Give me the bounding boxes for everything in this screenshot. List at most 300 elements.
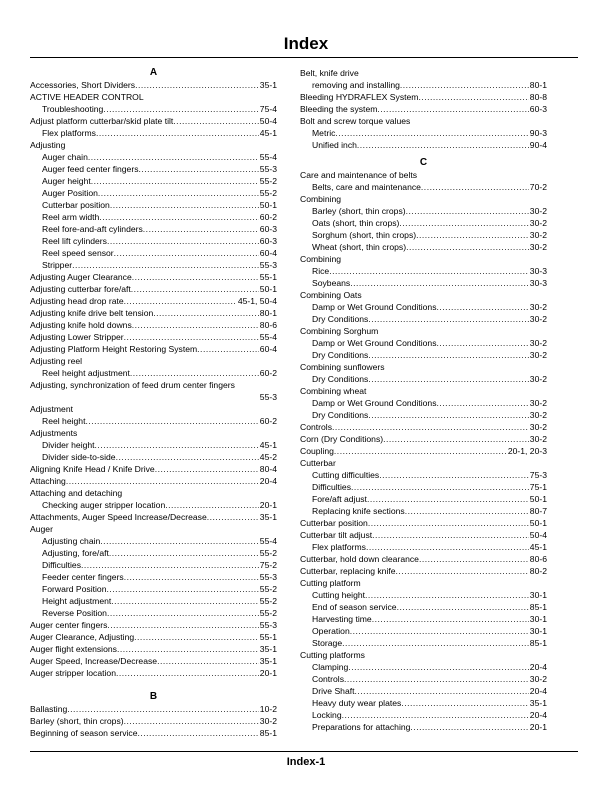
index-page-ref: 55-2	[259, 584, 277, 594]
index-page-ref: 50-1	[529, 494, 547, 504]
dot-leader	[405, 505, 529, 517]
index-term: Storage	[312, 638, 343, 648]
index-page-ref: 30-2	[259, 716, 277, 726]
index-term: Auger Speed, Increase/Decrease	[30, 656, 158, 666]
index-term: Replacing knife sections	[312, 506, 405, 516]
index-term: Adjustments	[30, 428, 78, 438]
index-page-ref: 30-2	[529, 434, 547, 444]
index-term: Combining	[300, 194, 342, 204]
index-subentry	[300, 625, 547, 637]
index-page-ref: 90-3	[529, 128, 547, 138]
index-term: Care and maintenance of belts	[300, 170, 418, 180]
index-term: Controls	[300, 422, 332, 432]
footer-rule	[30, 751, 578, 752]
index-page-ref: 60-3	[259, 236, 277, 246]
dot-leader	[419, 553, 529, 565]
index-subentry	[30, 223, 277, 235]
index-page-ref: 30-2	[529, 218, 547, 228]
letter-heading: A	[149, 67, 158, 78]
dot-leader	[437, 301, 529, 313]
index-term: Bolt and screw torque values	[300, 116, 411, 126]
index-entry	[30, 619, 277, 631]
index-term: Adjusting Platform Height Restoring System	[30, 344, 198, 354]
index-subentry	[300, 301, 547, 313]
dot-leader	[357, 139, 529, 151]
index-term: Cutting platforms	[300, 650, 365, 660]
index-entry	[30, 379, 277, 391]
index-term: Barley (short, thin crops)	[30, 716, 124, 726]
dot-leader	[368, 409, 528, 421]
index-entry	[30, 307, 277, 319]
dot-leader	[197, 343, 259, 355]
dot-leader	[355, 685, 529, 697]
dot-leader	[116, 451, 259, 463]
dot-leader	[367, 493, 529, 505]
dot-leader	[368, 313, 528, 325]
index-term: ACTIVE HEADER CONTROL	[30, 92, 144, 102]
index-term: Controls	[312, 674, 344, 684]
dot-leader	[91, 175, 259, 187]
index-subentry	[30, 499, 277, 511]
index-subentry	[300, 229, 547, 241]
index-page-ref: 35-1	[259, 80, 277, 90]
index-term: Wheat (short, thin crops)	[312, 242, 407, 252]
index-term: removing and installing	[312, 80, 400, 90]
index-term: Clamping	[312, 662, 349, 672]
index-page-ref: 45-1	[259, 128, 277, 138]
index-page-ref: 55-3	[259, 392, 277, 402]
index-page-ref: 60-3	[259, 224, 277, 234]
index-entry	[30, 715, 277, 727]
index-term: End of season service	[312, 602, 397, 612]
index-subentry	[30, 211, 277, 223]
index-term: Adjustment	[30, 404, 73, 414]
letter-heading: C	[419, 157, 428, 168]
index-term: Reel fore-and-aft cylinders	[42, 224, 143, 234]
index-page-ref: 30-3	[529, 278, 547, 288]
dot-leader	[95, 439, 259, 451]
index-term: Attachments, Auger Speed Increase/Decrease	[30, 512, 207, 522]
index-entry	[30, 319, 277, 331]
index-page-ref: 30-2	[529, 374, 547, 384]
index-subentry	[30, 535, 277, 547]
index-page-ref: 35-1	[259, 656, 277, 666]
index-page-ref: 90-4	[529, 140, 547, 150]
index-page-ref: 30-1	[529, 590, 547, 600]
index-page-ref: 80-4	[259, 464, 277, 474]
index-page-ref: 50-4	[529, 530, 547, 540]
dot-leader	[368, 373, 528, 385]
index-term: Auger chain	[42, 152, 88, 162]
index-page-ref: 55-3	[259, 260, 277, 270]
index-entry	[30, 667, 277, 679]
index-entry	[30, 655, 277, 667]
index-page-ref: 80-6	[259, 320, 277, 330]
dot-leader	[173, 115, 259, 127]
index-term: Preparations for attaching	[312, 722, 411, 732]
index-page-ref: 80-7	[529, 506, 547, 516]
index-subentry	[300, 697, 547, 709]
index-page-ref: 55-4	[259, 152, 277, 162]
index-page-ref: 60-4	[259, 344, 277, 354]
dot-leader	[106, 583, 258, 595]
index-entry	[30, 475, 277, 487]
index-entry	[30, 403, 277, 415]
index-page-ref: 55-2	[259, 608, 277, 618]
index-subentry	[30, 595, 277, 607]
dot-leader	[332, 421, 529, 433]
index-term: Reverse Position	[42, 608, 107, 618]
index-page-ref: 20-1	[259, 668, 277, 678]
index-page-ref: 55-1	[259, 632, 277, 642]
index-entry	[300, 553, 547, 565]
dot-leader	[111, 595, 259, 607]
index-entry	[300, 529, 547, 541]
index-term: Adjusting, synchronization of feed drum center fingers	[30, 380, 235, 390]
dot-leader	[103, 103, 258, 115]
dot-leader	[85, 415, 258, 427]
index-entry	[300, 649, 547, 661]
index-subentry	[30, 235, 277, 247]
index-entry	[300, 565, 547, 577]
dot-leader	[350, 277, 529, 289]
dot-leader	[437, 397, 529, 409]
index-term: Corn (Dry Conditions)	[300, 434, 384, 444]
index-page-ref: 80-6	[529, 554, 547, 564]
index-page-ref: 45-1	[259, 440, 277, 450]
index-subentry	[300, 589, 547, 601]
index-term: Adjusting reel	[30, 356, 83, 366]
index-entry	[30, 703, 277, 715]
index-subentry	[300, 613, 547, 625]
index-entry	[30, 343, 277, 355]
index-term: Auger feed center fingers	[42, 164, 139, 174]
index-subentry	[300, 505, 547, 517]
index-entry	[30, 79, 277, 91]
dot-leader	[124, 715, 259, 727]
index-term: Difficulties	[42, 560, 82, 570]
index-subentry	[30, 151, 277, 163]
index-page-ref: 55-1	[259, 272, 277, 282]
dot-leader	[366, 541, 529, 553]
index-subentry	[30, 175, 277, 187]
dot-leader	[107, 235, 259, 247]
index-page-ref: 55-2	[259, 596, 277, 606]
index-entry	[30, 511, 277, 523]
index-term: Cutterbar position	[42, 200, 110, 210]
index-entry	[30, 271, 277, 283]
dot-leader	[66, 475, 259, 487]
index-page-ref: 80-8	[529, 92, 547, 102]
index-term: Height adjustment	[42, 596, 112, 606]
dot-leader	[344, 673, 529, 685]
dot-leader	[88, 151, 259, 163]
dot-leader	[406, 205, 529, 217]
index-entry	[30, 139, 277, 151]
index-term: Cutterbar position	[300, 518, 368, 528]
index-subentry	[300, 409, 547, 421]
index-entry	[300, 577, 547, 589]
index-term: Ballasting	[30, 704, 68, 714]
index-subentry	[30, 187, 277, 199]
dot-leader	[130, 367, 259, 379]
index-page-ref: 75-3	[529, 470, 547, 480]
index-page-ref: 30-1	[529, 614, 547, 624]
index-entry	[30, 427, 277, 439]
dot-leader	[410, 721, 528, 733]
dot-leader	[96, 127, 259, 139]
index-entry	[300, 421, 547, 433]
index-page-ref: 55-4	[259, 332, 277, 342]
index-entry	[300, 253, 547, 265]
index-term: Beginning of season service	[30, 728, 138, 738]
index-term: Reel height	[42, 416, 86, 426]
index-term: Divider side-to-side	[42, 452, 116, 462]
index-page-ref: 35-1	[259, 644, 277, 654]
index-term: Adjusting Lower Stripper	[30, 332, 124, 342]
index-subentry	[300, 337, 547, 349]
index-term: Adjusting head drop rate	[30, 296, 124, 306]
index-subentry	[300, 205, 547, 217]
index-subentry	[30, 583, 277, 595]
dot-leader	[372, 529, 529, 541]
dot-leader	[131, 283, 259, 295]
index-subentry	[300, 673, 547, 685]
index-page-ref: 75-2	[259, 560, 277, 570]
index-entry	[30, 295, 277, 307]
index-entry	[30, 91, 277, 103]
index-entry	[300, 115, 547, 127]
index-subentry	[300, 721, 547, 733]
index-page-ref: 60-2	[259, 212, 277, 222]
dot-leader	[401, 697, 528, 709]
index-subentry	[300, 373, 547, 385]
index-page-ref: 55-4	[259, 536, 277, 546]
dot-leader	[399, 217, 528, 229]
index-entry	[30, 523, 277, 535]
index-subentry	[300, 685, 547, 697]
index-term: Adjusting, fore/aft	[42, 548, 109, 558]
index-page-ref: 20-4	[529, 710, 547, 720]
index-subentry	[300, 469, 547, 481]
dot-leader	[153, 307, 259, 319]
index-term: Adjusting knife hold downs	[30, 320, 132, 330]
index-term: Dry Conditions	[312, 350, 369, 360]
index-term: Flex platforms	[312, 542, 366, 552]
dot-leader	[342, 637, 529, 649]
index-term: Feeder center fingers	[42, 572, 124, 582]
index-page-ref: 20-4	[529, 662, 547, 672]
dot-leader	[379, 469, 529, 481]
dot-leader	[98, 187, 259, 199]
index-page-ref: 55-3	[259, 572, 277, 582]
dot-leader	[107, 619, 258, 631]
index-term: Adjust platform cutterbar/skid plate tilt	[30, 116, 174, 126]
index-term: Troubleshooting	[42, 104, 104, 114]
index-entry	[300, 433, 547, 445]
index-entry	[30, 115, 277, 127]
index-term: Attaching and detaching	[30, 488, 123, 498]
dot-leader	[372, 613, 529, 625]
index-subentry	[300, 181, 547, 193]
index-term: Divider height	[42, 440, 95, 450]
index-term: Cutting platform	[300, 578, 361, 588]
index-term: Metric	[312, 128, 336, 138]
index-page-ref: 20-4	[529, 686, 547, 696]
index-subentry	[30, 103, 277, 115]
index-subentry	[30, 607, 277, 619]
dot-leader	[124, 571, 259, 583]
index-term: Dry Conditions	[312, 374, 369, 384]
dot-leader	[207, 511, 259, 523]
index-subentry	[300, 217, 547, 229]
index-page-ref: 50-1	[529, 518, 547, 528]
index-term: Damp or Wet Ground Conditions	[312, 398, 437, 408]
index-subentry	[300, 661, 547, 673]
index-subentry	[30, 199, 277, 211]
dot-leader	[116, 667, 259, 679]
index-subentry	[300, 637, 547, 649]
dot-leader	[124, 331, 259, 343]
index-term: Locking	[312, 710, 342, 720]
index-term: Drive Shaft	[312, 686, 355, 696]
index-subentry	[300, 127, 547, 139]
index-term: Auger Clearance, Adjusting	[30, 632, 135, 642]
index-page-ref: 30-2	[529, 230, 547, 240]
index-subentry	[300, 397, 547, 409]
dot-leader	[418, 91, 528, 103]
index-term: Operation	[312, 626, 350, 636]
index-term: Combining Oats	[300, 290, 362, 300]
index-term: Dry Conditions	[312, 314, 369, 324]
dot-leader	[110, 199, 259, 211]
index-subentry	[300, 277, 547, 289]
dot-leader	[351, 481, 529, 493]
dot-leader	[335, 127, 528, 139]
index-subentry	[300, 493, 547, 505]
title-rule	[30, 57, 578, 58]
index-entry	[30, 487, 277, 499]
index-page-ref: 30-2	[529, 350, 547, 360]
index-entry	[30, 331, 277, 343]
dot-leader	[100, 535, 259, 547]
index-page-ref: 60-4	[259, 248, 277, 258]
index-term: Harvesting time	[312, 614, 372, 624]
index-column-left	[30, 67, 277, 739]
index-entry	[30, 727, 277, 739]
index-entry	[300, 361, 547, 373]
index-entry	[30, 463, 277, 475]
index-page-ref: 30-2	[529, 302, 547, 312]
index-subentry	[30, 439, 277, 451]
dot-leader	[117, 643, 259, 655]
index-entry	[300, 169, 547, 181]
index-page-ref: 70-2	[529, 182, 547, 192]
index-term: Sorghum (short, thin crops)	[312, 230, 417, 240]
index-term: Stripper	[42, 260, 73, 270]
index-term: Combining wheat	[300, 386, 367, 396]
dot-leader	[377, 103, 528, 115]
index-page-ref: 60-2	[259, 368, 277, 378]
index-entry	[300, 325, 547, 337]
dot-leader	[365, 589, 529, 601]
index-page-ref: 35-1	[529, 698, 547, 708]
dot-leader	[134, 631, 259, 643]
index-page-ref: 75-1	[529, 482, 547, 492]
index-entry	[300, 91, 547, 103]
index-page-ref: 85-1	[259, 728, 277, 738]
index-page-ref: 55-3	[259, 620, 277, 630]
index-page-ref: 20-1	[529, 722, 547, 732]
dot-leader	[165, 499, 259, 511]
dot-leader	[368, 517, 529, 529]
index-entry	[300, 289, 547, 301]
dot-leader	[124, 295, 237, 307]
index-entry	[300, 193, 547, 205]
index-subentry	[30, 547, 277, 559]
index-term: Accessories, Short Dividers	[30, 80, 136, 90]
index-term: Adjusting cutterbar fore/aft	[30, 284, 131, 294]
index-term: Cutterbar, replacing knife	[300, 566, 396, 576]
index-term: Fore/aft adjust	[312, 494, 367, 504]
index-entry	[300, 457, 547, 469]
index-page-ref: 80-2	[529, 566, 547, 576]
index-term: Barley (short, thin crops)	[312, 206, 406, 216]
index-page-ref: 55-2	[259, 188, 277, 198]
index-term: Combining sunflowers	[300, 362, 385, 372]
index-term: Reel lift cylinders	[42, 236, 107, 246]
index-entry	[30, 631, 277, 643]
index-subentry	[300, 139, 547, 151]
index-page-ref: 50-4	[259, 116, 277, 126]
index-subentry	[30, 415, 277, 427]
index-page-ref: 85-1	[529, 602, 547, 612]
index-term: Adjusting knife drive belt tension	[30, 308, 154, 318]
index-term: Difficulties	[312, 482, 352, 492]
index-page-ref: 30-2	[529, 338, 547, 348]
index-page-ref: 50-1	[259, 284, 277, 294]
index-term: Rice	[312, 266, 330, 276]
dot-leader	[132, 271, 259, 283]
index-subentry	[300, 349, 547, 361]
index-page-ref: 20-1, 20-3	[507, 446, 547, 456]
index-page-ref: 45-2	[259, 452, 277, 462]
index-page-ref: 45-1	[529, 542, 547, 552]
index-term: Adjusting Auger Clearance	[30, 272, 132, 282]
dot-leader	[67, 703, 259, 715]
page-footer: Index-1	[286, 756, 326, 768]
dot-leader	[132, 319, 259, 331]
index-term: Bleeding HYDRAFLEX System	[300, 92, 419, 102]
index-subentry	[300, 541, 547, 553]
index-term: Cutting height	[312, 590, 366, 600]
index-page-ref: 20-1	[259, 500, 277, 510]
dot-leader	[72, 259, 259, 271]
index-page-ref: 80-1	[529, 80, 547, 90]
dot-leader	[155, 463, 259, 475]
index-term: Coupling	[300, 446, 334, 456]
dot-leader	[99, 211, 258, 223]
index-entry	[30, 643, 277, 655]
index-page-ref: 30-2	[529, 206, 547, 216]
dot-leader	[135, 79, 259, 91]
dot-leader	[348, 661, 528, 673]
dot-leader	[157, 655, 259, 667]
index-term: Auger center fingers	[30, 620, 108, 630]
dot-leader	[421, 181, 529, 193]
index-entry	[300, 445, 547, 457]
index-term: Auger flight extensions	[30, 644, 117, 654]
